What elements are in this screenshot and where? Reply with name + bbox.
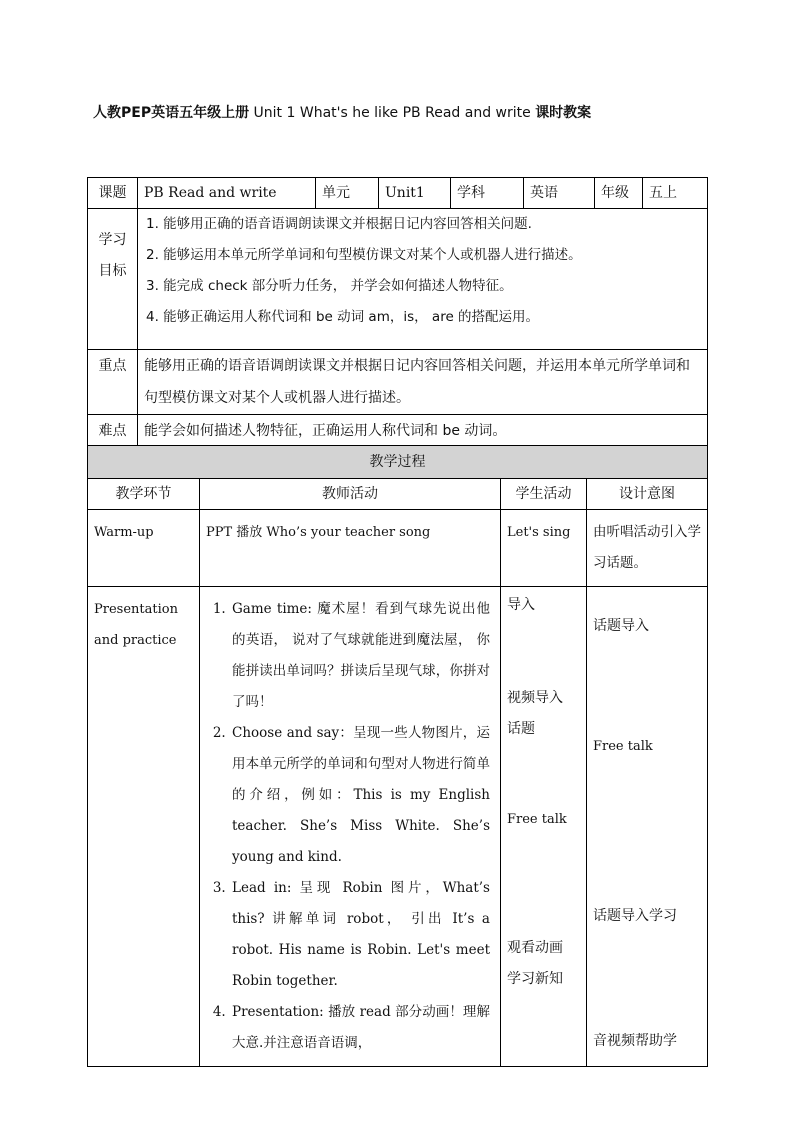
- presentation-teacher-activity: [200, 587, 501, 1067]
- document-title: [93, 102, 591, 122]
- presentation-intent: [587, 587, 708, 1067]
- teacher-step: 4. Presentation: 播放 read 部分动画！理解大意.并注意语音语调，: [230, 997, 490, 1059]
- grade-label: 年级: [595, 178, 643, 209]
- title-main-part: Unit 1 What's he like PB Read and write: [249, 105, 536, 121]
- subject-label: 学科: [451, 178, 524, 209]
- warmup-intent: 由听唱活动引入学习话题。: [587, 510, 708, 587]
- intent-item: 话题导入学习: [593, 908, 677, 924]
- unit-label: 单元: [316, 178, 379, 209]
- teaching-process-table: [87, 445, 708, 1067]
- goal-item: 2. 能够运用本单元所学单词和句型模仿课文对某个人或机器人进行描述。: [146, 247, 582, 263]
- intent-item: Free talk: [593, 739, 653, 754]
- process-band-title: 教学过程: [88, 446, 708, 479]
- title-bold-part: 人教PEP英语五年级上册: [93, 105, 250, 121]
- info-row-key-points: [88, 350, 708, 415]
- teacher-steps-list: [206, 594, 490, 1059]
- title-tail-part: 课时教案: [535, 105, 592, 121]
- process-band-row: [88, 446, 708, 479]
- grade-value: 五上: [643, 178, 708, 209]
- student-activity-item: 学习新知: [507, 971, 563, 987]
- header-student: 学生活动: [501, 479, 587, 510]
- goals-list: [138, 209, 708, 350]
- goal-item: 4. 能够正确运用人称代词和 be 动词 am，is， are 的搭配运用。: [146, 309, 540, 325]
- info-row-topic: [88, 178, 708, 209]
- presentation-stage-line-2: and practice: [94, 633, 177, 648]
- presentation-student-activity: [501, 587, 587, 1067]
- student-activity-item: 话题: [507, 721, 535, 737]
- goal-item: 3. 能完成 check 部分听力任务， 并学会如何描述人物特征。: [146, 278, 513, 294]
- difficulties-label: 难点: [88, 415, 138, 460]
- subject-value: 英语: [524, 178, 595, 209]
- student-activity-item: 导入: [507, 597, 535, 613]
- difficulties-text: 能学会如何描述人物特征，正确运用人称代词和 be 动词。: [138, 415, 708, 460]
- goal-item: 1. 能够用正确的语音语调朗读课文并根据日记内容回答相关问题.: [146, 216, 532, 232]
- presentation-stage: [88, 587, 200, 1067]
- teacher-step: 2. Choose and say：呈现一些人物图片，运用本单元所学的单词和句型对人物进行简单的介绍，例如：This is my English teacher. She’s Miss White. She’s young and kind.: [230, 718, 490, 873]
- presentation-stage-line-1: Presentation: [94, 602, 178, 617]
- key-points-label: 重点: [88, 350, 138, 415]
- presentation-row: [88, 587, 708, 1067]
- warmup-row: [88, 510, 708, 587]
- header-teacher: 教师活动: [200, 479, 501, 510]
- unit-value: Unit1: [379, 178, 451, 209]
- teacher-step: 1. Game time: 魔术屋！看到气球先说出他的英语， 说对了气球就能进到魔法屋， 你能拼读出单词吗？拼读后呈现气球，你拼对了吗！: [230, 594, 490, 718]
- intent-item: 音视频帮助学: [593, 1033, 677, 1049]
- teacher-step: 3. Lead in: 呈现 Robin 图片，What’s this? 讲解单词 robot， 引出 It’s a robot. His name is Robin. Let's meet Robin together.: [230, 873, 490, 997]
- info-row-goals: [88, 209, 708, 350]
- goals-label-line-1: 学习: [98, 232, 127, 248]
- student-activity-item: 视频导入: [507, 690, 563, 706]
- header-stage: 教学环节: [88, 479, 200, 510]
- warmup-student-activity: Let's sing: [501, 510, 587, 587]
- topic-value: PB Read and write: [138, 178, 316, 209]
- key-points-text: 能够用正确的语音语调朗读课文并根据日记内容回答相关问题，并运用本单元所学单词和句型模仿课文对某个人或机器人进行描述。: [138, 350, 708, 415]
- goals-label-line-2: 目标: [98, 263, 127, 279]
- topic-label: 课题: [88, 178, 138, 209]
- intent-item: 话题导入: [593, 618, 649, 634]
- process-header-row: [88, 479, 708, 510]
- header-intent: 设计意图: [587, 479, 708, 510]
- warmup-stage: Warm-up: [88, 510, 200, 587]
- goals-label: [88, 209, 138, 350]
- warmup-teacher-activity: PPT 播放 Who’s your teacher song: [200, 510, 501, 587]
- student-activity-item: Free talk: [507, 812, 567, 827]
- lesson-info-table: [87, 177, 708, 460]
- student-activity-item: 观看动画: [507, 940, 563, 956]
